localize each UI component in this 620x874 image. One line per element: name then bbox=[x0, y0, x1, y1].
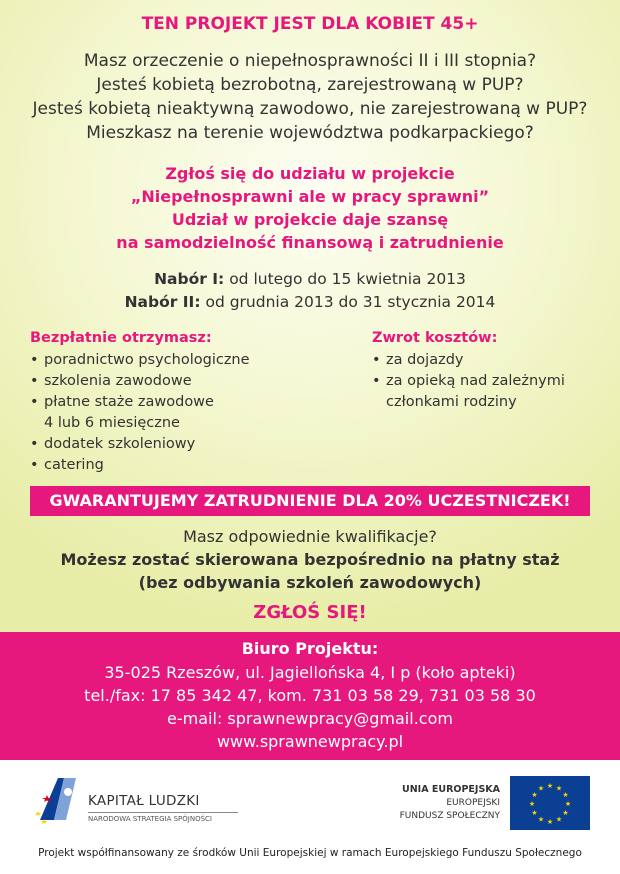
qualification-line-3: (bez odbywania szkoleń zawodowych) bbox=[138, 573, 482, 592]
cofinancing-note: Projekt współfinansowany ze środków Unii Europejskiej w ramach Europejskiego Funduszu Społecznego bbox=[38, 847, 582, 859]
qualification-question: Masz odpowiednie kwalifikacje? bbox=[183, 527, 437, 546]
list-item bbox=[372, 371, 565, 413]
office-address: 35-025 Rzeszów, ul. Jagiellońska 4, I p (koło apteki) bbox=[104, 663, 516, 682]
eu-title: UNIA EUROPEJSKA bbox=[402, 784, 500, 795]
invite-line-1: Zgłoś się do udziału w projekcie bbox=[165, 164, 455, 183]
svg-text:★: ★ bbox=[546, 782, 554, 790]
kapital-ludzki-logo-icon bbox=[32, 772, 88, 830]
question-3: Jesteś kobietą nieaktywną zawodowo, nie zarejestrowaną w PUP? bbox=[32, 99, 588, 119]
recruitment-1-dates: od lutego do 15 kwietnia 2013 bbox=[224, 270, 466, 288]
qualification-line-2: Możesz zostać skierowana bezpośrednio na płatny staż bbox=[60, 550, 560, 569]
kapital-ludzki-subtitle: NARODOWA STRATEGIA SPÓJNOŚCI bbox=[88, 815, 212, 823]
call-to-action: ZGŁOŚ SIĘ! bbox=[253, 602, 367, 623]
office-phone: tel./fax: 17 85 342 47, kom. 731 03 58 29, 731 03 58 30 bbox=[84, 686, 536, 705]
guarantee-banner: GWARANTUJEMY ZATRUDNIENIE DLA 20% UCZESTNICZEK! bbox=[30, 486, 590, 516]
refunds-heading: Zwrot kosztów: bbox=[372, 330, 498, 346]
eu-flag-icon bbox=[510, 776, 590, 830]
list-item-text-cont: członkami rodziny bbox=[386, 394, 517, 410]
recruitment-2-label: Nabór II: bbox=[124, 293, 201, 311]
invite-line-4: na samodzielność finansową i zatrudnienie bbox=[116, 233, 504, 252]
question-1: Masz orzeczenie o niepełnosprawności II i III stopnia? bbox=[83, 51, 537, 71]
list-item: • dodatek szkoleniowy bbox=[30, 434, 250, 455]
benefits-heading: Bezpłatnie otrzymasz: bbox=[30, 330, 212, 346]
kapital-ludzki-divider bbox=[88, 812, 238, 813]
refunds-list bbox=[372, 350, 565, 413]
recruitment-1 bbox=[0, 268, 620, 290]
refunds-column bbox=[372, 330, 565, 413]
svg-text:★: ★ bbox=[555, 784, 563, 793]
svg-text:★: ★ bbox=[562, 809, 569, 817]
question-4: Mieszkasz na terenie województwa podkarpackiego? bbox=[86, 123, 534, 143]
svg-text:★: ★ bbox=[531, 809, 538, 817]
recruitment-1-label: Nabór I: bbox=[154, 270, 225, 288]
office-email[interactable]: e-mail: sprawnewpracy@gmail.com bbox=[167, 709, 453, 728]
list-item-text-cont: 4 lub 6 miesięczne bbox=[44, 415, 180, 431]
svg-text:★: ★ bbox=[564, 800, 572, 808]
office-website[interactable]: www.sprawnewpracy.pl bbox=[216, 732, 404, 751]
list-item: • szkolenia zawodowe bbox=[30, 371, 250, 392]
list-item-text: za opieką nad zależnymi bbox=[386, 373, 565, 389]
kapital-ludzki-title: KAPITAŁ LUDZKI bbox=[88, 793, 200, 809]
list-item: • catering bbox=[30, 455, 250, 476]
list-item: • za dojazdy bbox=[372, 350, 565, 371]
list-item: • poradnictwo psychologiczne bbox=[30, 350, 250, 371]
benefits-column bbox=[30, 330, 250, 476]
list-item bbox=[30, 392, 250, 434]
office-info-bar bbox=[0, 632, 620, 760]
eu-fund-line-2: FUNDUSZ SPOŁECZNY bbox=[399, 811, 500, 821]
svg-text:★: ★ bbox=[537, 784, 545, 793]
svg-text:★: ★ bbox=[562, 791, 569, 799]
recruitment-2-dates: od grudnia 2013 do 31 stycznia 2014 bbox=[200, 293, 496, 311]
eu-fund-line-1: EUROPEJSKI bbox=[446, 798, 500, 808]
question-2: Jesteś kobietą bezrobotną, zarejestrowaną w PUP? bbox=[96, 75, 524, 95]
svg-text:★: ★ bbox=[546, 818, 554, 826]
list-item-text: płatne staże zawodowe bbox=[44, 394, 214, 410]
benefits-list bbox=[30, 350, 250, 476]
svg-text:★: ★ bbox=[537, 815, 545, 824]
svg-text:★: ★ bbox=[555, 815, 563, 824]
invite-line-3: Udział w projekcie daje szansę bbox=[171, 210, 449, 229]
main-title: TEN PROJEKT JEST DLA KOBIET 45+ bbox=[141, 14, 479, 34]
invite-line-2: „Niepełnosprawni ale w pracy sprawni” bbox=[130, 187, 490, 206]
recruitment-2 bbox=[0, 291, 620, 313]
svg-text:★: ★ bbox=[528, 800, 536, 808]
office-title: Biuro Projektu: bbox=[241, 639, 379, 658]
svg-text:★: ★ bbox=[531, 791, 538, 799]
